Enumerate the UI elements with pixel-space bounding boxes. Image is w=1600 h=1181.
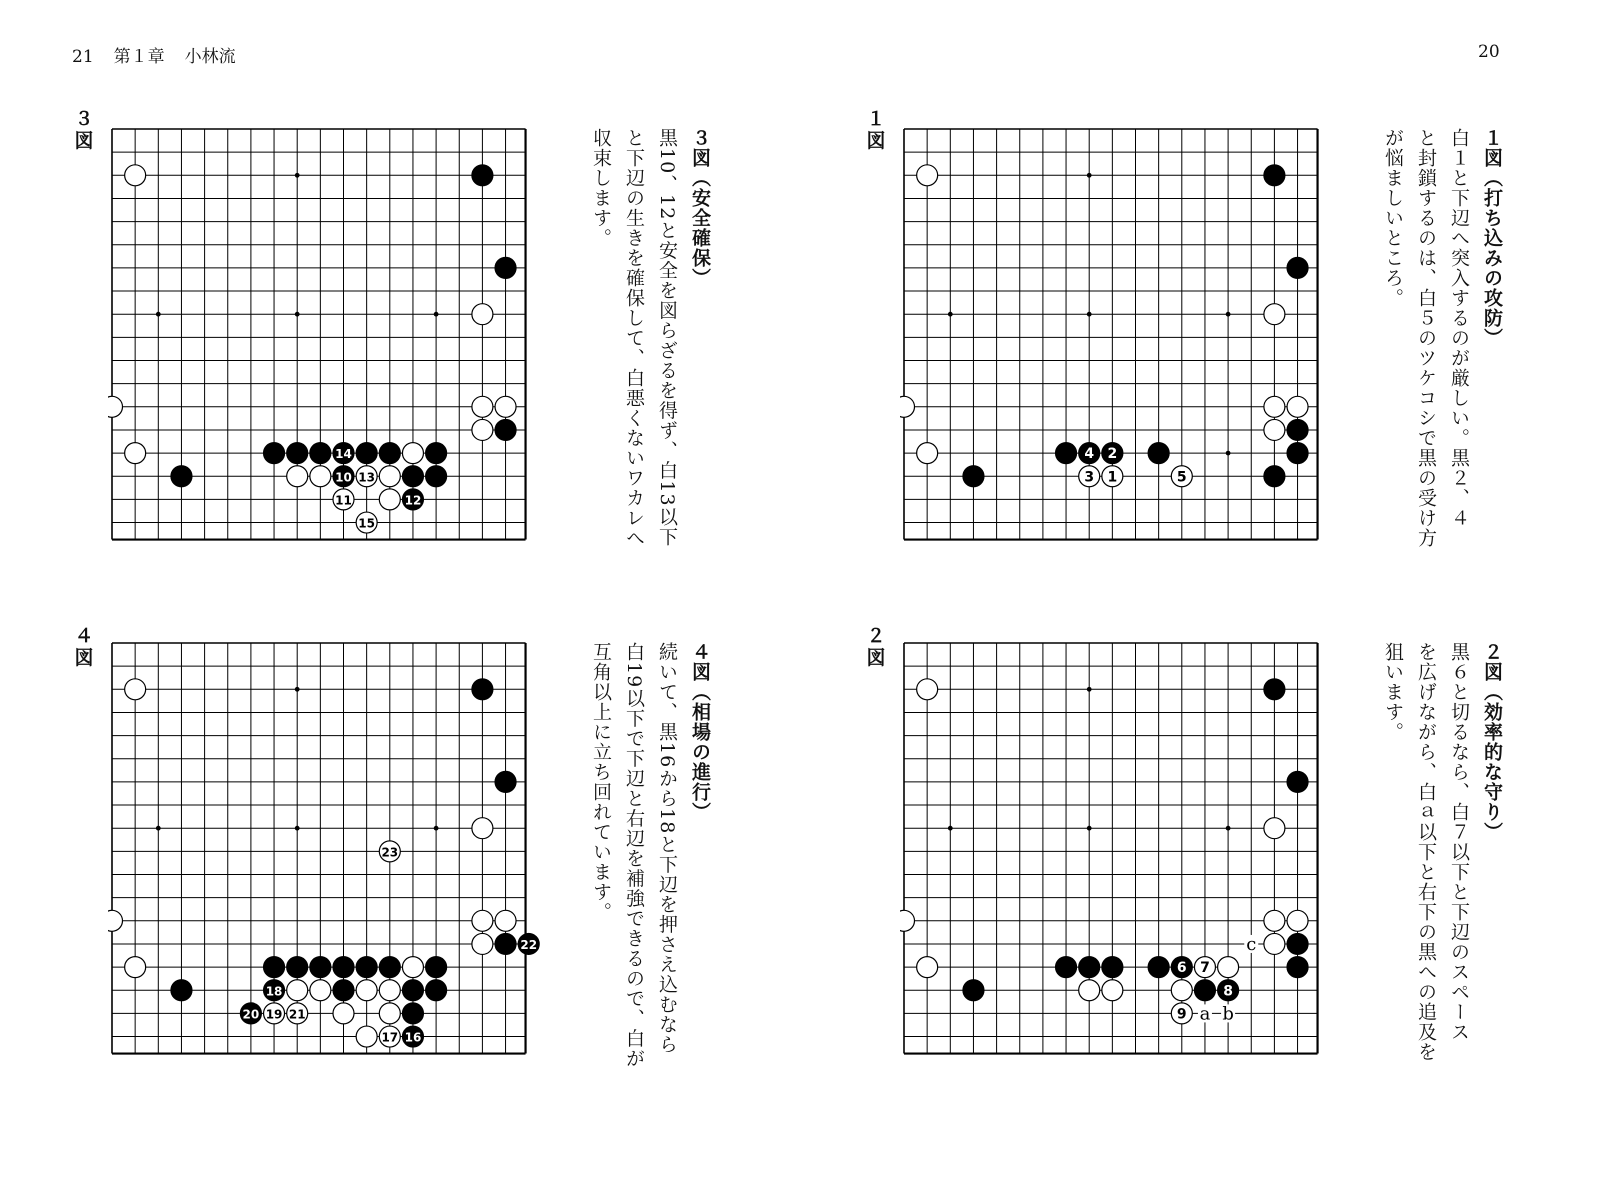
commentary-fig2-title: ２図（効率的な守り）	[1481, 642, 1503, 842]
white-stone	[1287, 910, 1308, 931]
black-stone	[171, 466, 192, 487]
white-stone	[495, 396, 516, 417]
black-stone	[426, 466, 447, 487]
black-stone	[264, 443, 285, 464]
star-point	[434, 826, 439, 831]
black-stone	[1102, 957, 1123, 978]
black-stone	[356, 957, 377, 978]
white-stone	[356, 980, 377, 1001]
commentary-fig3-title: ３図（安全確保）	[689, 128, 711, 288]
black-stone	[287, 957, 308, 978]
go-board-fig1	[900, 125, 1340, 570]
black-stone	[472, 165, 493, 186]
star-point	[1087, 312, 1092, 317]
commentary-fig4-line: 続いて、黒16から18と下辺を押さえ込むなら	[656, 642, 678, 1055]
move-number-label: 1	[1107, 469, 1118, 486]
black-stone	[1079, 957, 1100, 978]
move-number-label: 11	[335, 493, 352, 508]
move-number-label: 19	[265, 1007, 283, 1022]
move-number-label: 22	[520, 937, 538, 952]
move-number-label: 9	[1176, 1006, 1187, 1023]
star-point	[295, 687, 300, 692]
white-stone	[1264, 933, 1285, 954]
fig3-label: ３ 図	[74, 108, 94, 152]
white-stone	[472, 396, 493, 417]
black-stone	[963, 980, 984, 1001]
black-stone	[1287, 419, 1308, 440]
move-number-label: 20	[242, 1007, 260, 1022]
white-stone	[108, 396, 123, 417]
commentary-fig4-title: ４図（相場の進行）	[689, 642, 711, 822]
black-stone	[402, 980, 423, 1001]
black-stone	[402, 1003, 423, 1024]
black-stone	[356, 443, 377, 464]
white-stone	[310, 466, 331, 487]
white-stone	[472, 910, 493, 931]
commentary-fig3-line: 収束します。	[590, 128, 612, 248]
white-stone	[900, 910, 915, 931]
move-number-label: 3	[1084, 469, 1095, 486]
black-stone	[1264, 466, 1285, 487]
black-stone	[310, 957, 331, 978]
star-point	[1226, 826, 1231, 831]
star-point	[1226, 451, 1231, 456]
right-page-number: 20	[1478, 42, 1500, 62]
white-stone	[125, 443, 146, 464]
black-stone	[1287, 771, 1308, 792]
white-stone	[125, 165, 146, 186]
white-stone	[917, 443, 938, 464]
black-stone	[264, 957, 285, 978]
star-point	[156, 826, 161, 831]
commentary-fig4	[584, 642, 716, 1102]
white-stone	[310, 980, 331, 1001]
commentary-fig2	[1376, 642, 1508, 1102]
white-stone	[1264, 396, 1285, 417]
move-number-label: 6	[1176, 960, 1187, 977]
black-stone	[495, 257, 516, 278]
star-point	[434, 312, 439, 317]
white-stone	[1264, 818, 1285, 839]
white-stone	[1264, 910, 1285, 931]
white-stone	[379, 1003, 400, 1024]
white-stone	[356, 1026, 377, 1047]
black-stone	[402, 466, 423, 487]
fig2-label: ２ 図	[866, 625, 886, 669]
black-stone	[1194, 980, 1215, 1001]
black-stone	[287, 443, 308, 464]
black-stone	[1287, 443, 1308, 464]
commentary-fig1	[1376, 128, 1508, 588]
star-point	[1087, 173, 1092, 178]
black-stone	[310, 443, 331, 464]
star-point	[295, 173, 300, 178]
black-stone	[426, 443, 447, 464]
white-stone	[125, 679, 146, 700]
go-board-fig4	[108, 639, 548, 1084]
page-header-left	[72, 42, 236, 67]
fig1-label: １ 図	[866, 108, 886, 152]
black-stone	[1148, 443, 1169, 464]
white-stone	[1264, 419, 1285, 440]
black-stone	[1056, 443, 1077, 464]
white-stone	[108, 910, 123, 931]
black-stone	[472, 679, 493, 700]
commentary-fig2-line: を広げながら、白ａ以下と右下の黒への追及を	[1415, 642, 1437, 1062]
commentary-fig4-line: 白19以下で下辺と右辺を補強できるので、白が	[623, 642, 645, 1069]
black-stone	[379, 957, 400, 978]
page-header-right	[1478, 42, 1500, 62]
move-number-label: 12	[404, 493, 422, 508]
white-stone	[1079, 980, 1100, 1001]
left-page-number: 21	[72, 47, 94, 67]
move-number-label: 5	[1176, 469, 1187, 486]
move-number-label: 17	[381, 1030, 399, 1045]
white-stone	[379, 980, 400, 1001]
star-point	[295, 312, 300, 317]
black-stone	[379, 443, 400, 464]
black-stone	[171, 980, 192, 1001]
white-stone	[379, 466, 400, 487]
star-point	[948, 312, 953, 317]
move-number-label: 18	[265, 984, 283, 999]
move-number-label: 7	[1200, 960, 1210, 977]
white-stone	[402, 957, 423, 978]
move-number-label: 14	[335, 447, 352, 462]
move-number-label: 10	[335, 470, 352, 485]
star-point	[1226, 312, 1231, 317]
white-stone	[472, 304, 493, 325]
white-stone	[1171, 980, 1192, 1001]
go-board-fig2	[900, 639, 1340, 1084]
black-stone	[1264, 165, 1285, 186]
white-stone	[472, 933, 493, 954]
black-stone	[495, 419, 516, 440]
move-number-label: 15	[358, 516, 376, 531]
white-stone	[472, 818, 493, 839]
white-stone	[1218, 957, 1239, 978]
move-number-label: 13	[358, 470, 376, 485]
white-stone	[1287, 396, 1308, 417]
black-stone	[333, 957, 354, 978]
black-stone	[333, 980, 354, 1001]
move-number-label: 21	[288, 1007, 306, 1022]
white-stone	[1264, 304, 1285, 325]
commentary-fig2-line: 狙います。	[1382, 642, 1404, 742]
star-point	[156, 312, 161, 317]
white-stone	[900, 396, 915, 417]
white-stone	[287, 980, 308, 1001]
white-stone	[495, 910, 516, 931]
move-number-label: 8	[1223, 983, 1233, 1000]
letter-mark: b	[1222, 1003, 1234, 1025]
white-stone	[333, 1003, 354, 1024]
letter-mark: a	[1199, 1003, 1211, 1025]
go-board-fig3	[108, 125, 548, 570]
commentary-fig1-line: 白１と下辺へ突入するのが厳しい。黒２、４	[1448, 128, 1470, 528]
commentary-fig1-line: と封鎖するのは、白５のツケコシで黒の受け方	[1415, 128, 1437, 548]
white-stone	[1102, 980, 1123, 1001]
black-stone	[1287, 257, 1308, 278]
black-stone	[426, 957, 447, 978]
move-number-label: 16	[404, 1030, 422, 1045]
white-stone	[917, 957, 938, 978]
black-stone	[1287, 957, 1308, 978]
fig4-label: ４ 図	[74, 625, 94, 669]
commentary-fig1-title: １図（打ち込みの攻防）	[1481, 128, 1503, 348]
white-stone	[917, 165, 938, 186]
commentary-fig4-line: 互角以上に立ち回れています。	[590, 642, 612, 922]
black-stone	[426, 980, 447, 1001]
move-number-label: 23	[381, 845, 399, 860]
commentary-fig3	[584, 128, 716, 588]
star-point	[1087, 687, 1092, 692]
black-stone	[495, 771, 516, 792]
chapter-title: 小林流	[184, 47, 236, 67]
white-stone	[287, 466, 308, 487]
black-stone	[1056, 957, 1077, 978]
black-stone	[1264, 679, 1285, 700]
black-stone	[495, 933, 516, 954]
star-point	[948, 826, 953, 831]
commentary-fig3-line: 黒10、12と安全を図らざるを得ず、白13以下	[656, 128, 678, 547]
white-stone	[379, 489, 400, 510]
white-stone	[402, 443, 423, 464]
move-number-label: 2	[1107, 446, 1118, 463]
star-point	[1087, 826, 1092, 831]
commentary-fig1-line: が悩ましいところ。	[1382, 128, 1404, 308]
move-number-label: 4	[1084, 446, 1095, 463]
commentary-fig3-line: と下辺の生きを確保して、白悪くないワカレへ	[623, 128, 645, 548]
white-stone	[472, 419, 493, 440]
commentary-fig2-line: 黒６と切るなら、白７以下と下辺のスペース	[1448, 642, 1470, 1042]
black-stone	[1148, 957, 1169, 978]
star-point	[295, 826, 300, 831]
black-stone	[963, 466, 984, 487]
chapter-number: 第１章	[113, 47, 165, 67]
letter-mark: c	[1246, 933, 1257, 955]
white-stone	[917, 679, 938, 700]
white-stone	[125, 957, 146, 978]
black-stone	[1287, 933, 1308, 954]
